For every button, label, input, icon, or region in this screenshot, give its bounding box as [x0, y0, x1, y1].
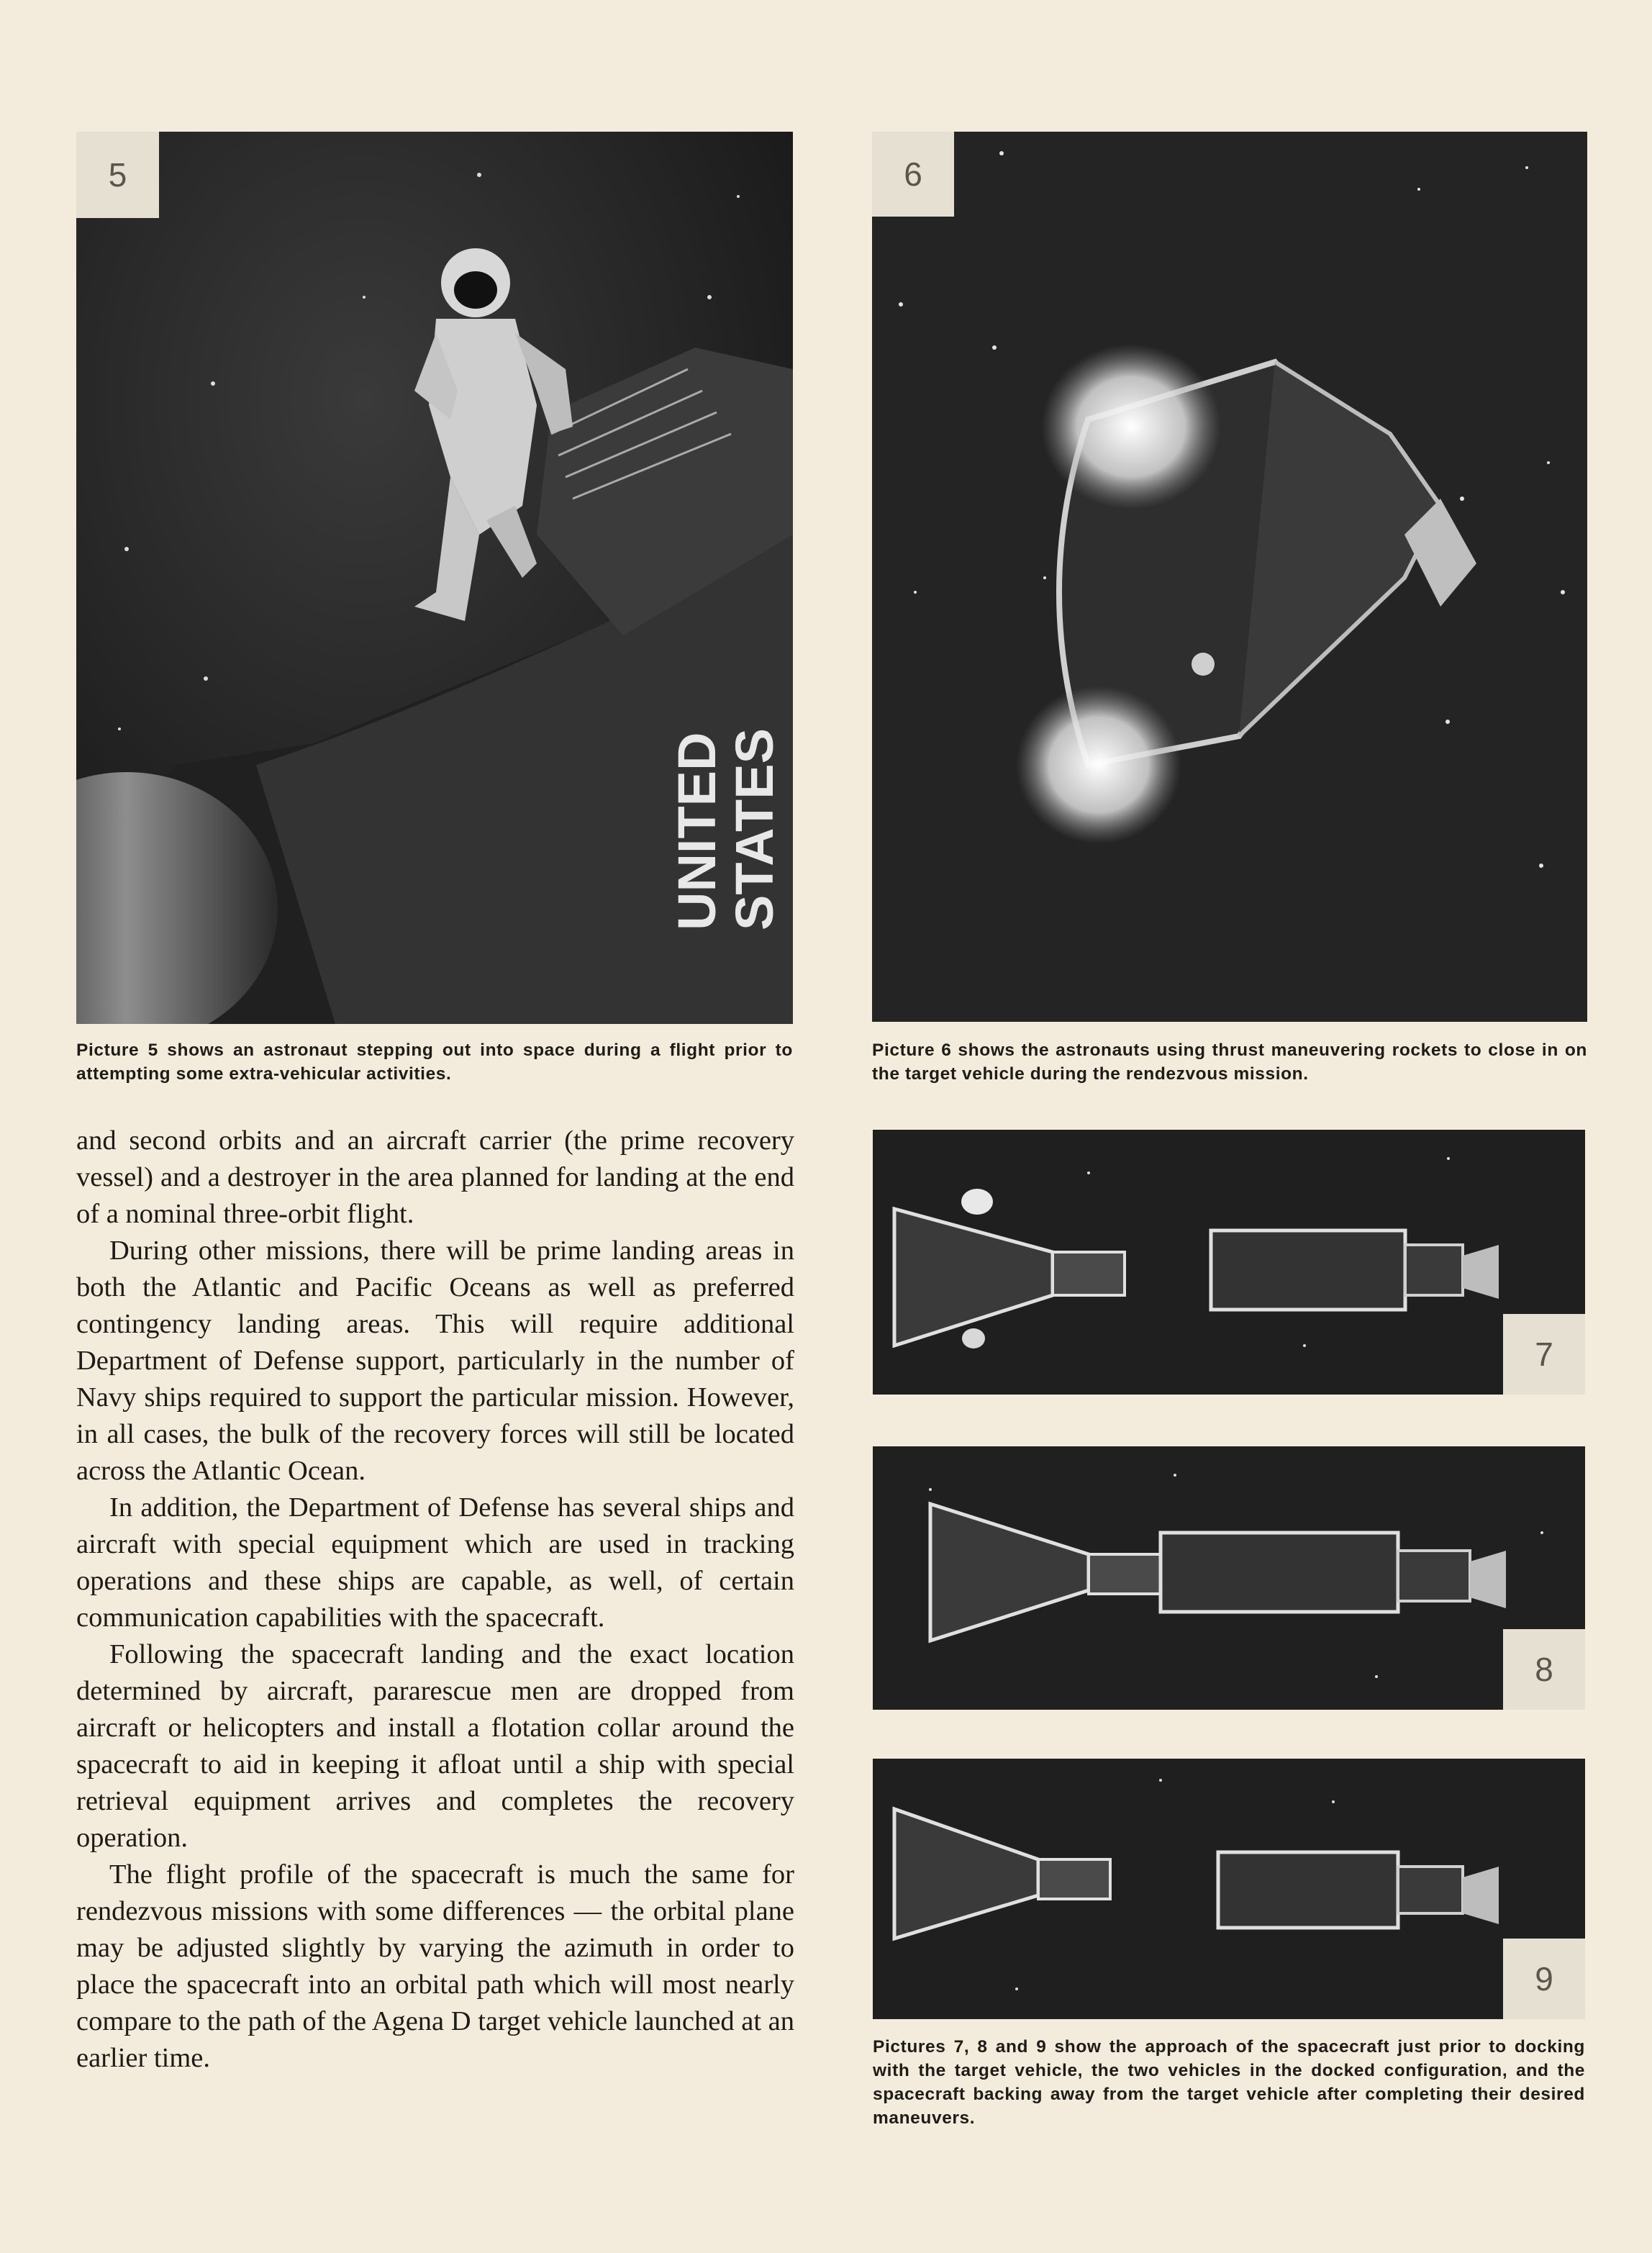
figure-5-photo [76, 132, 793, 1024]
figures-7-8-9-caption: Pictures 7, 8 and 9 show the approach of the spacecraft just prior to docking with the target vehicle, the two vehicles in the docked configuration, and the spacecraft backing away from the target vehicle after completing their desired maneuvers. [873, 2037, 1585, 2128]
body-paragraph-4: Following the spacecraft landing and the exact location determined by aircraft, pararescue men are dropped from aircraft or helicopters and install a flotation collar around the spacecraft to aid in keeping it afloat until a ship with special retrieval equipment arrives and completes the recovery operation. [76, 1639, 794, 1853]
figure-5-number: 5 [76, 132, 159, 218]
spacecraft-thrusters-illustration [872, 132, 1587, 1022]
figure-8-photo [873, 1446, 1585, 1710]
body-paragraph-1: and second orbits and an aircraft carrier (the prime recovery vessel) and a destroyer in the area planned for landing at the end of a nominal three-orbit flight. [76, 1125, 794, 1229]
body-paragraph-2: During other missions, there will be prime landing areas in both the Atlantic and Pacific Oceans as well as preferred contingency landing areas. This will require additional Department of Defense support, particularly in the number of Navy ships required to support the particular mission. However, in all cases, the bulk of the recovery forces will still be located across the Atlantic Ocean. [76, 1236, 794, 1486]
approach-illustration [873, 1130, 1585, 1395]
figure-6-caption: Picture 6 shows the astronauts using thrust maneuvering rockets to close in on the target vehicle during the rendezvous mission. [872, 1041, 1587, 1084]
figure-7-number: 7 [1503, 1314, 1585, 1395]
astronaut-eva-illustration [76, 132, 793, 1024]
body-paragraph-3: In addition, the Department of Defense has several ships and aircraft with special equipment which are used in tracking operations and these ships are capable, as well, of certain communication capabilities with the spacecraft. [76, 1492, 794, 1633]
figure-7-photo [873, 1130, 1585, 1395]
figure-8-number: 8 [1503, 1629, 1585, 1710]
spacecraft-lettering-states: STATES [725, 728, 784, 930]
backing-away-illustration [873, 1759, 1585, 2019]
figure-6-number: 6 [872, 132, 954, 217]
figure-9-photo [873, 1759, 1585, 2019]
body-text-column [76, 1123, 794, 2077]
figure-5-caption: Picture 5 shows an astronaut stepping out into space during a flight prior to attempting some extra-vehicular activities. [76, 1041, 793, 1084]
spacecraft-lettering-united: UNITED [667, 732, 727, 930]
docked-illustration [873, 1446, 1585, 1710]
figure-9-number: 9 [1503, 1939, 1585, 2019]
body-paragraph-5: The flight profile of the spacecraft is much the same for rendezvous missions with some differences — the orbital plane may be adjusted slightly by varying the azimuth in order to place the spacecraft into an orbital path which will most nearly compare to the path of the Agena D target vehicle launched at an earlier time. [76, 1859, 794, 2073]
figure-6-photo [872, 132, 1587, 1022]
